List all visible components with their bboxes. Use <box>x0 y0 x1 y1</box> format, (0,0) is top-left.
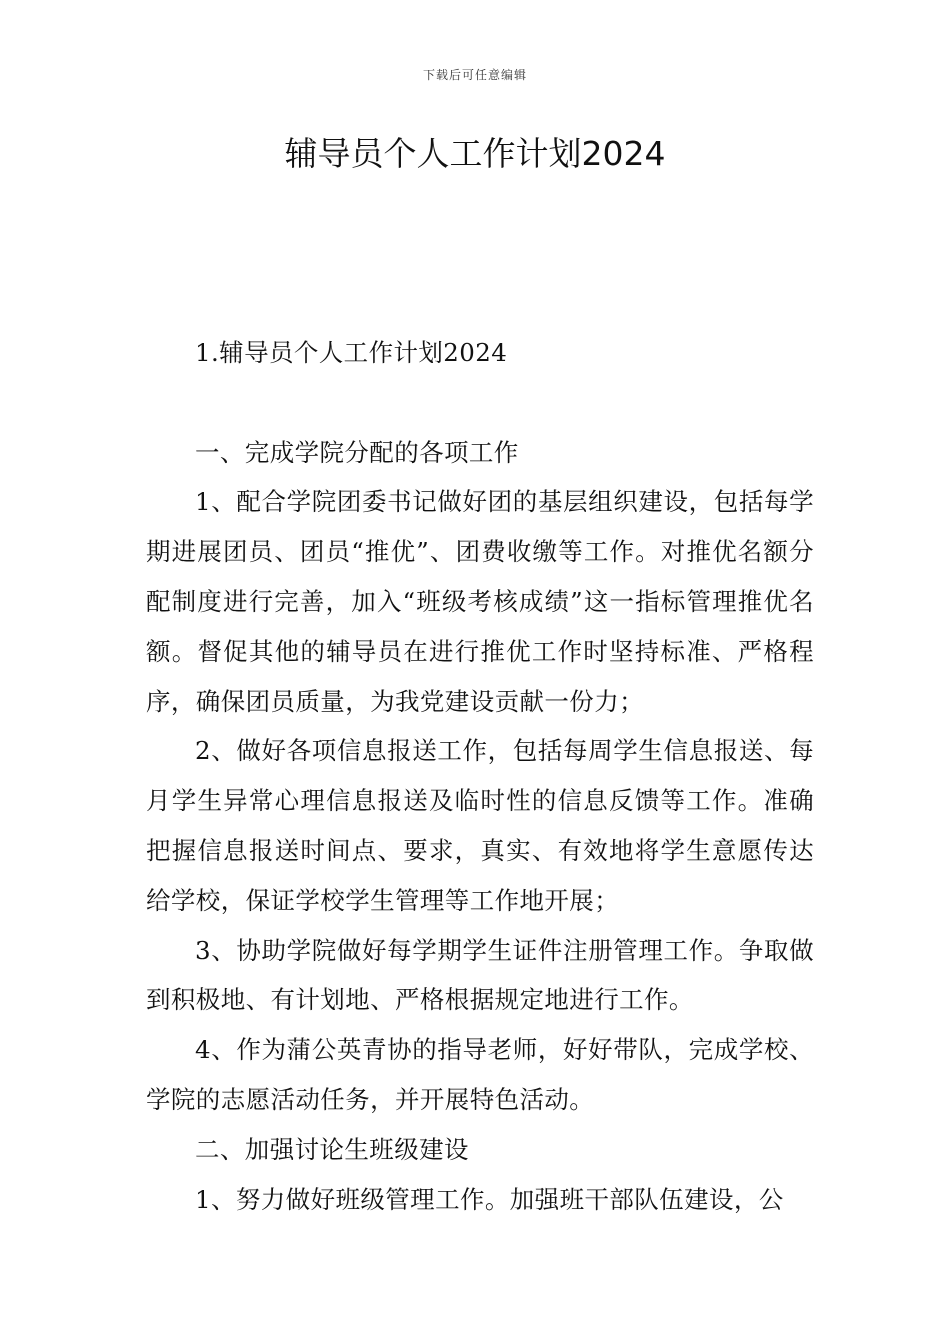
paragraph-item-5: 1、努力做好班级管理工作。加强班干部队伍建设，公 <box>195 1184 784 1214</box>
section-heading-2: 二、加强讨论生班级建设 <box>195 1134 469 1164</box>
paragraph-item-2: 2、做好各项信息报送工作，包括每周学生信息报送、每月学生异常心理信息报送及临时性的信息反馈等工作。准确把握信息报送时间点、要求，真实、有效地将学生意愿传达给学校，保证学校学生管理等工作地开展； <box>146 736 814 915</box>
section-heading-1: 一、完成学院分配的各项工作 <box>195 437 519 467</box>
header-note: 下载后可任意编辑 <box>422 68 527 82</box>
paragraph-item-1: 1、配合学院团委书记做好团的基层组织建设，包括每学期进展团员、团员“推优”、团费收缴等工作。对推优名额分配制度进行完善，加入“班级考核成绩”这一指标管理推优名额。督促其他的辅导员在进行推优工作时坚持标准、严格程序，确保团员质量，为我党建设贡献一份力； <box>146 487 814 716</box>
paragraph-item-4: 4、作为蒲公英青协的指导老师，好好带队，完成学校、学院的志愿活动任务，并开展特色活动。 <box>146 1035 814 1114</box>
paragraph-spacer <box>146 378 814 428</box>
paragraph-item-3: 3、协助学院做好每学期学生证件注册管理工作。争取做到积极地、有计划地、严格根据规定地进行工作。 <box>146 935 814 1015</box>
document-title: 辅导员个人工作计划2024 <box>284 134 666 173</box>
document-body <box>146 328 814 1224</box>
subheading-plan-title: 1.辅导员个人工作计划2024 <box>195 338 508 367</box>
